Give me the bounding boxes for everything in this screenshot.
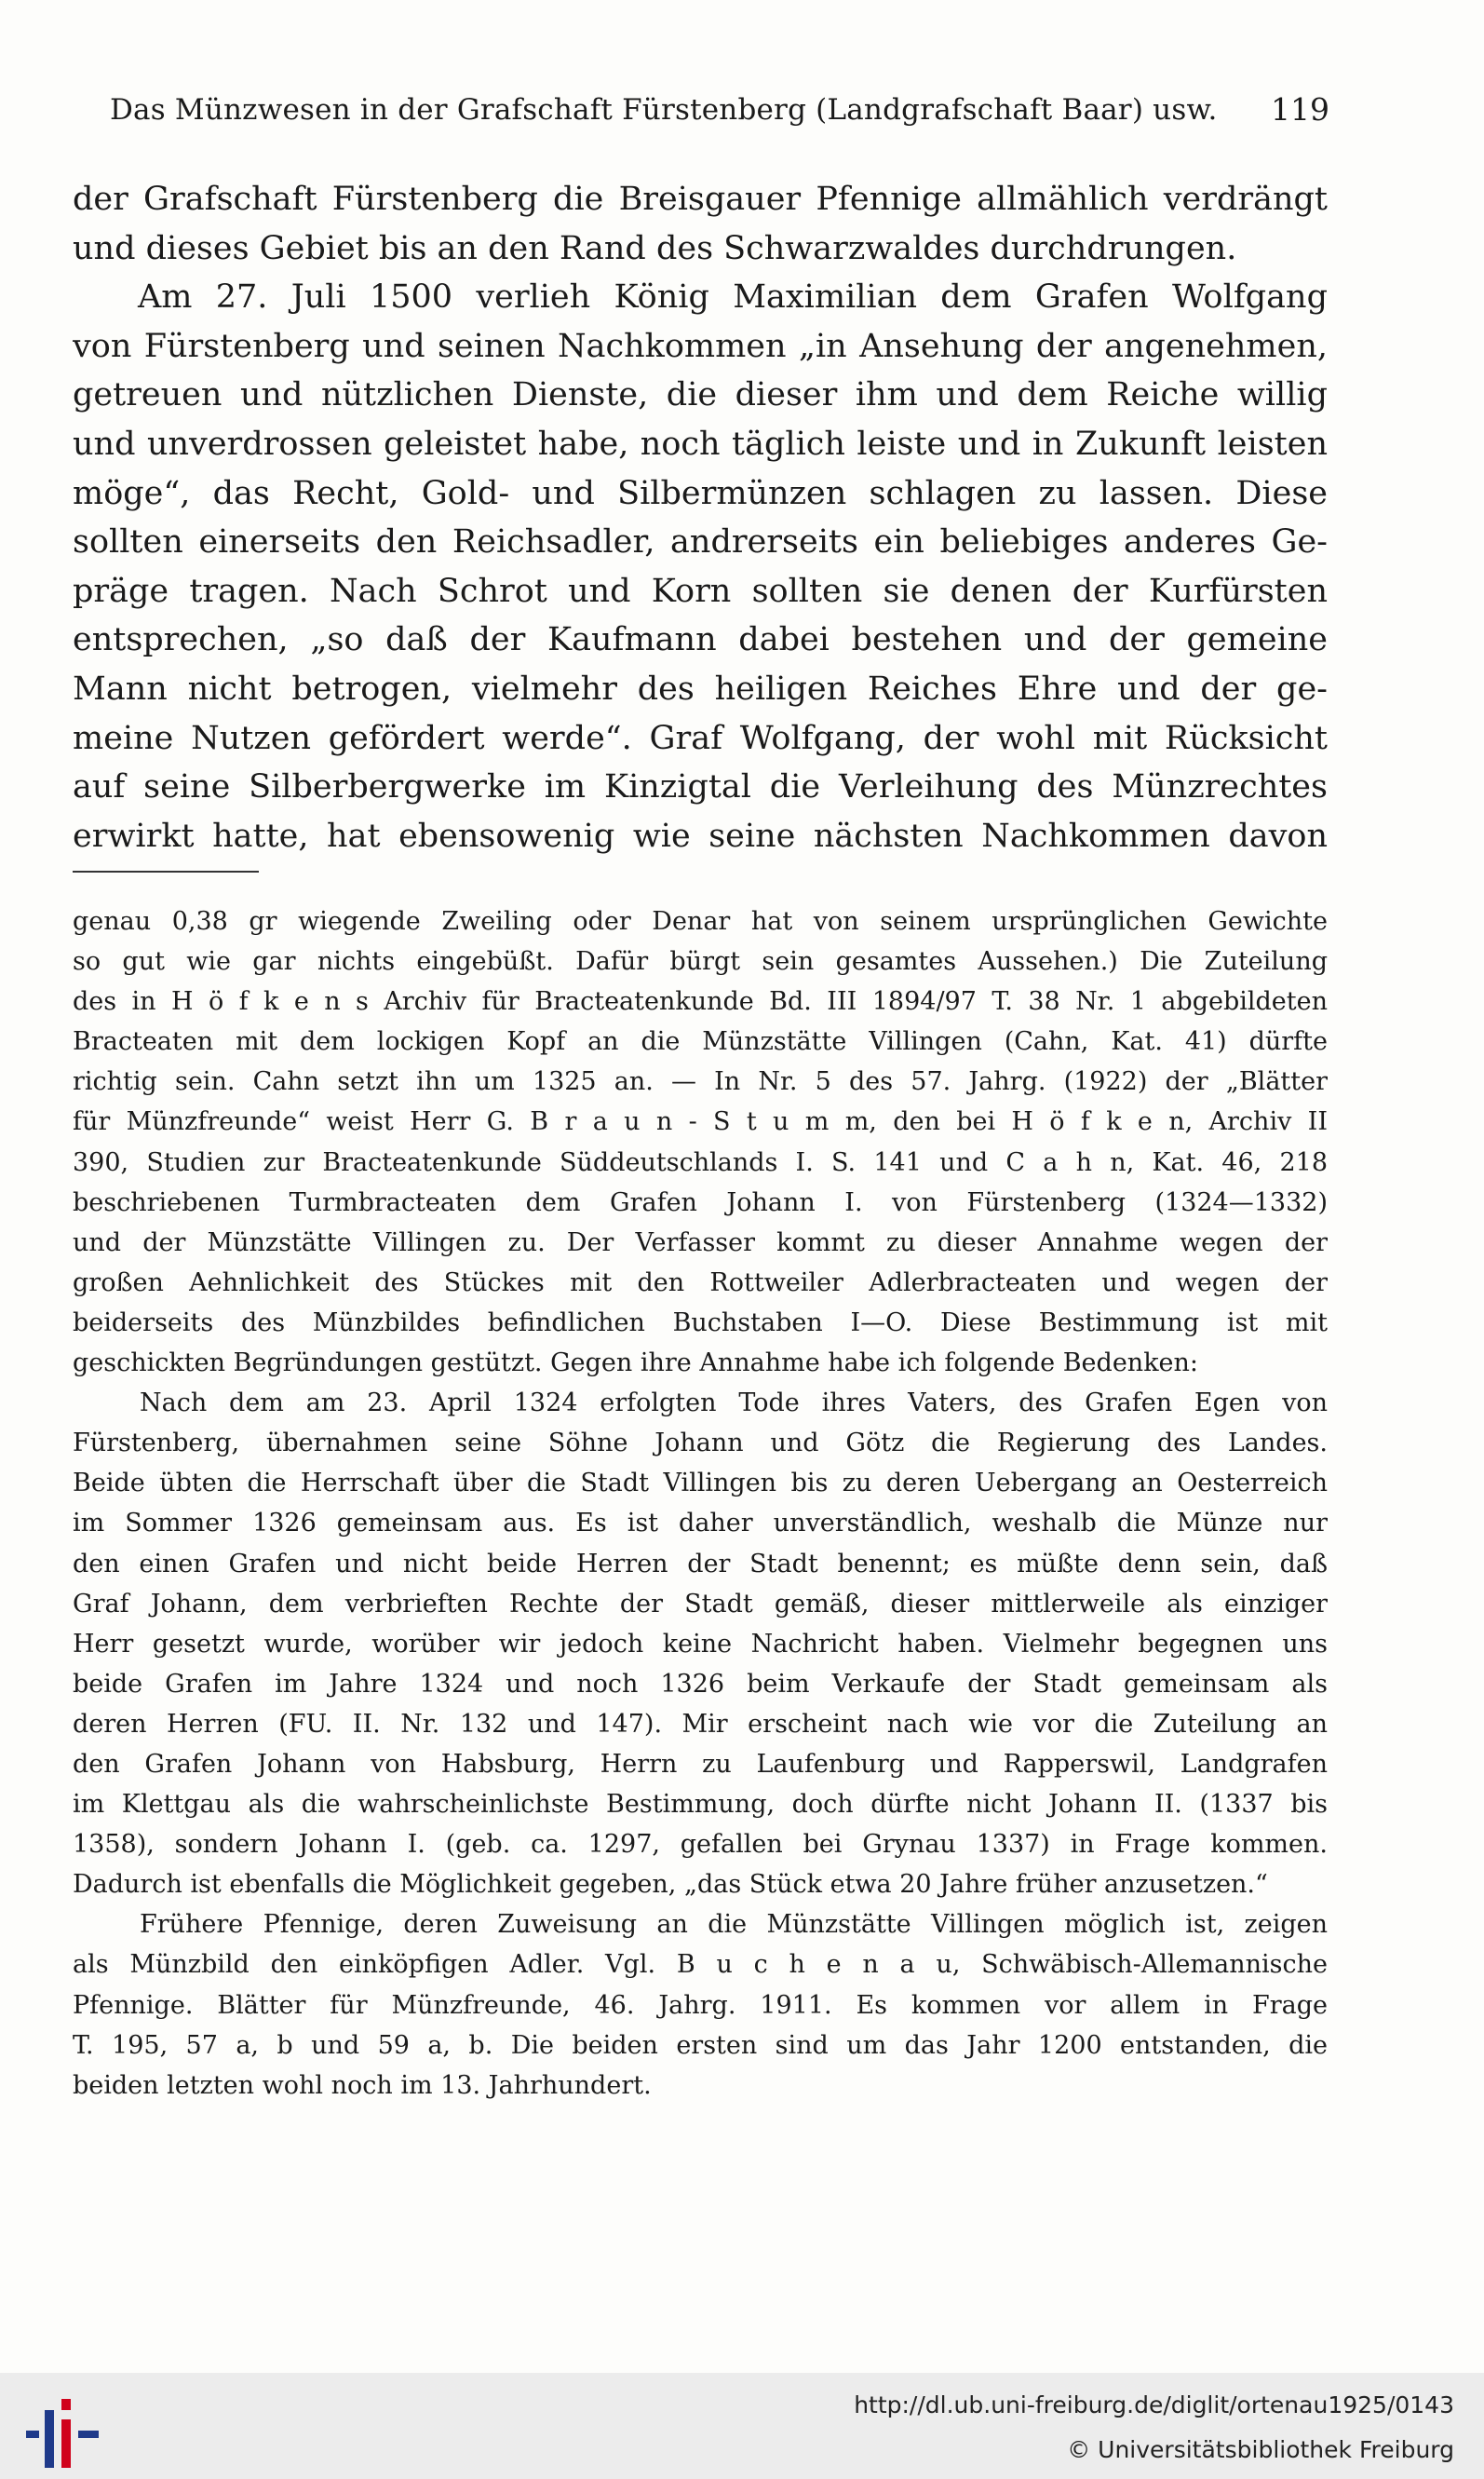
body-line: möge“, das Recht, Gold- und Silbermünzen schlagen zu lassen. Diese (73, 474, 1328, 512)
footnote-line: Graf Johann, dem verbrieften Rechte der Stadt gemäß, dieser mittlerweile als einziger (73, 1589, 1328, 1619)
footnote-line: beiden letzten wohl noch im 13. Jahrhundert. (73, 2070, 652, 2100)
body-line: entsprechen, „so daß der Kaufmann dabei bestehen und der gemeine (73, 621, 1328, 659)
footnote-line: im Klettgau als die wahrscheinlichste Bestimmung, doch dürfte nicht Johann II. (1337 bis (73, 1790, 1328, 1820)
footnote-line: Frühere Pfennige, deren Zuweisung an die Münzstätte Villingen möglich ist, zeigen (140, 1910, 1328, 1940)
footnote-line: Beide übten die Herrschaft über die Stadt Villingen bis zu deren Uebergang an Oesterreich (73, 1469, 1328, 1498)
footnote-line: Fürstenberg, übernahmen seine Söhne Johann und Götz die Regierung des Landes. (73, 1429, 1328, 1458)
footnote-line: beiderseits des Münzbildes befindlichen Buchstaben I—O. Diese Bestimmung ist mit (73, 1307, 1328, 1337)
footnote-line: 1358), sondern Johann I. (geb. ca. 1297, gefallen bei Grynau 1337) in Frage kommen. (73, 1830, 1328, 1860)
copyright-notice: © Universitätsbibliothek Freiburg (1067, 2436, 1454, 2463)
footnote-line: genau 0,38 gr wiegende Zweiling oder Denar hat von seinem ursprünglichen Gewichte (73, 907, 1328, 936)
body-line: Mann nicht betrogen, vielmehr des heiligen Reiches Ehre und der ge- (73, 670, 1328, 708)
body-line: erwirkt hatte, hat ebensowenig wie seine nächsten Nachkommen davon (73, 817, 1328, 855)
library-banner (0, 2373, 1484, 2479)
footnote-line: geschickten Begründungen gestützt. Gegen ihre Annahme habe ich folgende Bedenken: (73, 1348, 1199, 1378)
footnote-line: beide Grafen im Jahre 1324 und noch 1326 beim Verkaufe der Stadt gemeinsam als (73, 1669, 1328, 1699)
page-number: 119 (1271, 91, 1329, 128)
footnote-line: und der Münzstätte Villingen zu. Der Verfasser kommt zu dieser Annahme wegen der (73, 1227, 1328, 1257)
body-line: von Fürstenberg und seinen Nachkommen „in Ansehung der angenehmen, (73, 327, 1328, 365)
footnote-line: deren Herren (FU. II. Nr. 132 und 147). Mir erscheint nach wie vor die Zuteilung an (73, 1709, 1328, 1739)
footnote-line: Nach dem am 23. April 1324 erfolgten Tode ihres Vaters, des Grafen Egen von (140, 1389, 1328, 1418)
footnote-line: T. 195, 57 a, b und 59 a, b. Die beiden ersten sind um das Jahr 1200 entstanden, die (73, 2030, 1328, 2060)
footnote-line: Dadurch ist ebenfalls die Möglichkeit gegeben, „das Stück etwa 20 Jahre früher anzusetzen.“ (73, 1870, 1268, 1900)
footnote-line: großen Aehnlichkeit des Stückes mit den Rottweiler Adlerbracteaten und wegen der (73, 1267, 1328, 1297)
footnote-line: richtig sein. Cahn setzt ihn um 1325 an. — In Nr. 5 des 57. Jahrg. (1922) der „Blätter (73, 1067, 1328, 1097)
body-line: der Grafschaft Fürstenberg die Breisgauer Pfennige allmählich verdrängt (73, 181, 1328, 218)
source-url-link[interactable]: http://dl.ub.uni-freiburg.de/diglit/ortenau1925/0143 (854, 2391, 1454, 2418)
body-line: getreuen und nützlichen Dienste, die dieser ihm und dem Reiche willig (73, 376, 1328, 414)
body-line: auf seine Silberbergwerke im Kinzigtal die Verleihung des Münzrechtes (73, 768, 1328, 806)
footnote-line: 390, Studien zur Bracteatenkunde Süddeutschlands I. S. 141 und C a h n, Kat. 46, 218 (73, 1147, 1328, 1177)
running-head-title: Das Münzwesen in der Grafschaft Fürstenberg (Landgrafschaft Baar) usw. (110, 93, 1218, 127)
footnote-line: für Münzfreunde“ weist Herr G. B r a u n - S t u m m, den bei H ö f k e n, Archiv II (73, 1107, 1328, 1137)
footnote-rule (73, 871, 259, 873)
footnote-line: im Sommer 1326 gemeinsam aus. Es ist daher unverständlich, weshalb die Münze nur (73, 1509, 1328, 1538)
body-line: und unverdrossen geleistet habe, noch täglich leiste und in Zukunft leisten (73, 425, 1328, 463)
footnote-text (73, 901, 1328, 2106)
ub-freiburg-logo-icon (26, 2399, 99, 2468)
body-line: meine Nutzen gefördert werde“. Graf Wolfgang, der wohl mit Rücksicht (73, 719, 1328, 757)
body-text (73, 175, 1328, 860)
footnote-line: den Grafen Johann von Habsburg, Herrn zu Laufenburg und Rapperswil, Landgrafen (73, 1749, 1328, 1779)
body-line: und dieses Gebiet bis an den Rand des Schwarzwaldes durchdrungen. (73, 229, 1237, 267)
footnote-line: als Münzbild den einköpfigen Adler. Vgl. B u c h e n a u, Schwäbisch-Allemannische (73, 1950, 1328, 1980)
body-line: präge tragen. Nach Schrot und Korn sollten sie denen der Kurfürsten (73, 572, 1328, 610)
body-line: sollten einerseits den Reichsadler, andrerseits ein beliebiges anderes Ge- (73, 523, 1328, 562)
footnote-line: beschriebenen Turmbracteaten dem Grafen Johann I. von Fürstenberg (1324—1332) (73, 1187, 1328, 1217)
body-line: Am 27. Juli 1500 verlieh König Maximilian dem Grafen Wolfgang (138, 278, 1328, 317)
running-head (110, 89, 1329, 136)
footnote-line: Bracteaten mit dem lockigen Kopf an die Münzstätte Villingen (Cahn, Kat. 41) dürfte (73, 1027, 1328, 1057)
footnote-line: den einen Grafen und nicht beide Herren der Stadt benennt; es müßte denn sein, daß (73, 1549, 1328, 1578)
footnote-line: Pfennige. Blätter für Münzfreunde, 46. Jahrg. 1911. Es kommen vor allem in Frage (73, 1990, 1328, 2020)
footnote-line: des in H ö f k e n s Archiv für Bracteatenkunde Bd. III 1894/97 T. 38 Nr. 1 abgebildeten (73, 987, 1328, 1017)
footnote-line: so gut wie gar nichts eingebüßt. Dafür bürgt sein gesamtes Aussehen.) Die Zuteilung (73, 947, 1328, 977)
footnote-line: Herr gesetzt wurde, worüber wir jedoch keine Nachricht haben. Vielmehr begegnen uns (73, 1629, 1328, 1659)
